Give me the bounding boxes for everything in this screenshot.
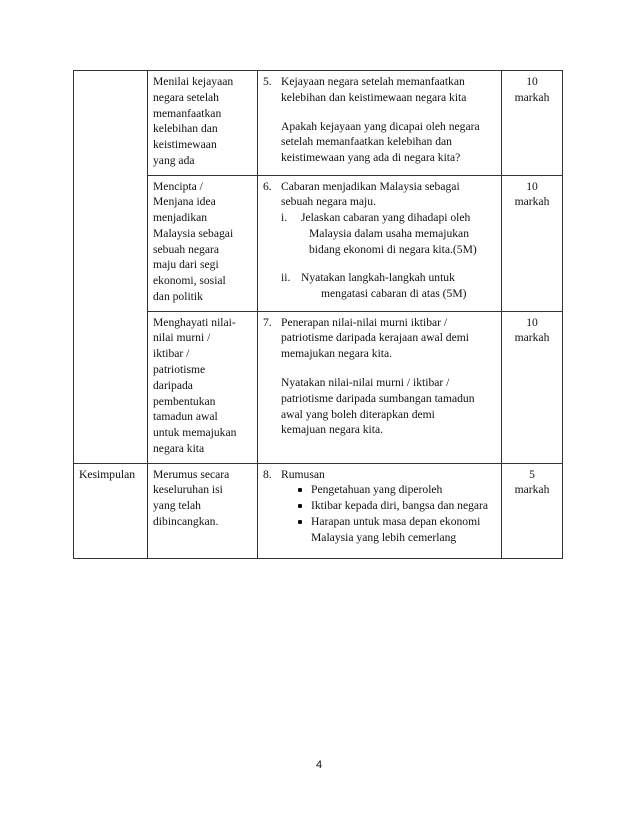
- question-line: Cabaran menjadikan Malaysia sebagai: [281, 179, 460, 193]
- section-label: Kesimpulan: [79, 467, 136, 481]
- sub-question-number: i.: [281, 211, 288, 225]
- marks-unit: markah: [514, 331, 550, 345]
- criteria-line: nilai murni /: [153, 331, 211, 345]
- question-line: keistimewaan yang ada di negara kita?: [281, 151, 461, 165]
- marks-cell: [502, 311, 563, 463]
- page-number: 4: [315, 759, 323, 771]
- section-cell: [74, 463, 148, 558]
- marks-value: 10: [526, 179, 538, 193]
- list-item: [281, 514, 496, 530]
- question-line: sebuah negara maju.: [281, 195, 376, 209]
- table-row: [74, 463, 563, 558]
- criteria-line: pembentukan: [153, 394, 216, 408]
- rubric-table: [73, 70, 563, 559]
- section-cell: [74, 71, 148, 464]
- question-line: Apakah kejayaan yang dicapai oleh negara: [281, 119, 480, 133]
- bullet-text: Pengetahuan yang diperoleh: [311, 483, 443, 497]
- marks-cell: [502, 71, 563, 176]
- sub-question-line: Malaysia dalam usaha memajukan: [309, 226, 470, 240]
- criteria-line: dan politik: [153, 289, 203, 303]
- sub-question-line: Jelaskan cabaran yang dihadapi oleh: [301, 211, 471, 225]
- marks-cell: [502, 175, 563, 311]
- sub-question-line: bidang ekonomi di negara kita.(5M): [309, 242, 477, 256]
- bullet-text: Harapan untuk masa depan ekonomi: [311, 514, 481, 528]
- marks-value: 5: [529, 467, 535, 481]
- criteria-line: maju dari segi: [153, 258, 219, 272]
- criteria-line: tamadun awal: [153, 410, 218, 424]
- question-cell: [258, 175, 502, 311]
- marks-unit: markah: [514, 90, 550, 104]
- list-item: [281, 498, 496, 514]
- criteria-line: Merumus secara: [153, 467, 230, 481]
- criteria-line: daripada: [153, 378, 193, 392]
- list-item: [281, 482, 496, 498]
- question-number: 6.: [263, 179, 272, 193]
- criteria-cell: [148, 175, 258, 311]
- criteria-line: iktibar /: [153, 347, 190, 361]
- criteria-line: yang telah: [153, 499, 201, 513]
- question-number: 7.: [263, 315, 272, 329]
- criteria-line: untuk memajukan: [153, 426, 237, 440]
- sub-question-line: mengatasi cabaran di atas (5M): [321, 287, 467, 301]
- criteria-line: Menghayati nilai-: [153, 315, 236, 329]
- question-line: setelah memanfaatkan kelebihan dan: [281, 135, 452, 149]
- criteria-cell: [148, 463, 258, 558]
- question-line: Kejayaan negara setelah memanfaatkan: [281, 75, 465, 88]
- question-line: memajukan negara kita.: [281, 347, 393, 361]
- marks-value: 10: [526, 75, 538, 88]
- criteria-line: keistimewaan: [153, 138, 217, 152]
- criteria-line: kelebihan dan: [153, 122, 218, 136]
- marks-cell: [502, 463, 563, 558]
- table-row: [74, 311, 563, 463]
- criteria-line: memanfaatkan: [153, 106, 222, 120]
- criteria-line: sebuah negara: [153, 242, 219, 256]
- criteria-line: negara setelah: [153, 90, 219, 104]
- question-line: Nyatakan nilai-nilai murni / iktibar /: [281, 376, 450, 390]
- question-line: awal yang boleh diterapkan demi: [281, 407, 435, 421]
- marks-unit: markah: [514, 195, 550, 209]
- criteria-line: menjadikan: [153, 211, 208, 225]
- table-row: [74, 71, 563, 176]
- summary-heading: Rumusan: [281, 467, 325, 481]
- criteria-line: dibincangkan.: [153, 514, 219, 528]
- criteria-line: Malaysia sebagai: [153, 226, 234, 240]
- sub-question-line: Nyatakan langkah-langkah untuk: [301, 271, 455, 285]
- criteria-line: Menjana idea: [153, 195, 216, 209]
- criteria-cell: [148, 311, 258, 463]
- question-number: 8.: [263, 467, 272, 481]
- criteria-line: patriotisme: [153, 363, 206, 377]
- criteria-line: Mencipta /: [153, 179, 203, 193]
- list-item-continuation: [281, 530, 496, 546]
- question-number: 5.: [263, 75, 272, 88]
- question-line: kelebihan dan keistimewaan negara kita: [281, 90, 467, 104]
- marks-value: 10: [526, 315, 538, 329]
- criteria-line: ekonomi, sosial: [153, 274, 226, 288]
- bullet-text: Malaysia yang lebih cemerlang: [311, 530, 457, 544]
- table-row: [74, 175, 563, 311]
- criteria-line: negara kita: [153, 441, 205, 455]
- marks-unit: markah: [514, 483, 550, 497]
- question-line: kemajuan negara kita.: [281, 423, 384, 437]
- bullet-text: Iktibar kepada diri, bangsa dan negara: [311, 499, 489, 513]
- criteria-cell: [148, 71, 258, 176]
- question-line: Penerapan nilai-nilai murni iktibar /: [281, 315, 448, 329]
- criteria-line: yang ada: [153, 153, 195, 167]
- question-line: patriotisme daripada kerajaan awal demi: [281, 331, 469, 345]
- question-cell: [258, 463, 502, 558]
- question-cell: [258, 311, 502, 463]
- question-cell: [258, 71, 502, 176]
- sub-question-number: ii.: [281, 271, 291, 285]
- question-line: patriotisme daripada sumbangan tamadun: [281, 391, 475, 405]
- criteria-line: keseluruhan isi: [153, 483, 223, 497]
- criteria-line: Menilai kejayaan: [153, 75, 234, 88]
- summary-bullet-list: [281, 482, 496, 545]
